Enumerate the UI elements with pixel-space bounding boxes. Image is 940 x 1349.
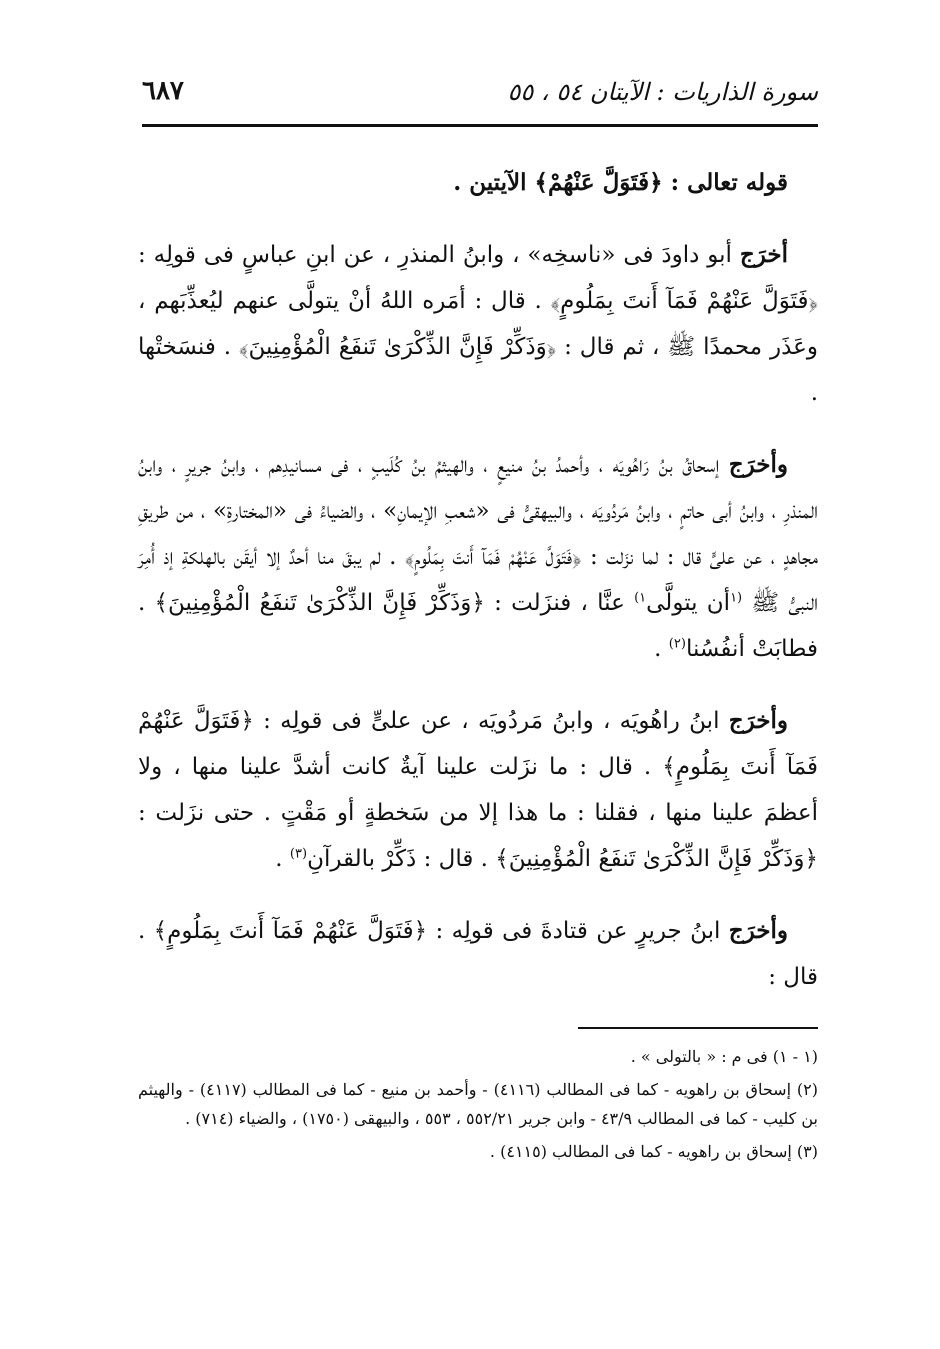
paragraph-text: ابنُ راهُويَه ، وابنُ مَردُويَه ، عن علىٍّ فى قولِه : ﴿فَتَوَلَّ عَنْهُمْ فَمَآ أَنتَ بِمَلُومٍ﴾ . قال : ما نزَلت علينا آيةٌ كانت أشدَّ علينا منها ، ولا أعظمَ علينا منها ، فقلنا : ما هذا إلا من سَخطةٍ أو مَقْتٍ . حتى نزَلت : ﴿وَذَكِّرْ فَإِنَّ الذِّكْرَىٰ تَنفَعُ الْمُؤْمِنِينَ﴾ . قال : ذَكِّرْ بالقرآنِ xyxy=(138,708,818,872)
footnote-marker: (٣) xyxy=(289,846,308,862)
footnotes xyxy=(138,1042,818,1170)
paragraph xyxy=(138,908,818,1000)
paragraph-lead: قوله تعالى : xyxy=(670,169,788,196)
footnote-marker: (١ xyxy=(730,590,743,606)
footnote-marker: (٢) xyxy=(668,636,686,652)
paragraph-text: أن يتولَّى xyxy=(646,590,731,616)
footnote: (١ - ١) فى م : « بالتولى » . xyxy=(630,1047,818,1066)
paragraph xyxy=(138,698,818,882)
main-text xyxy=(138,160,818,1026)
paragraph-lead: وأخرَج xyxy=(728,451,788,478)
paragraph xyxy=(138,232,818,416)
paragraph xyxy=(138,442,818,672)
paragraph-lead: وأخرَج xyxy=(728,707,788,734)
paragraph-text: . xyxy=(654,636,669,662)
page-number: ٦٨٧ xyxy=(142,76,184,106)
paragraph-text: ﴿فَتَوَلَّ عَنْهُمْ﴾ الآيتين . xyxy=(453,169,671,196)
paragraph-lead: أخرَج xyxy=(739,241,788,268)
footnote: (٣) إسحاق بن راهويه - كما فى المطالب (٤١١٥) . xyxy=(489,1142,818,1161)
paragraph-text: عنَّا ، فنزَلت : ﴿وَذَكِّرْ فَإِنَّ الذِّكْرَىٰ تَنفَعُ الْمُؤْمِنِينَ﴾ . فطابَتْ أنفُسُنا xyxy=(138,590,818,662)
header-divider xyxy=(142,124,818,127)
paragraph-text: إسحاقُ بنُ رَاهُويَه ، وأحمدُ بنُ منيعٍ ، والهيثمُ بنُ كُلَيبٍ ، فى مسانيدِهم ، وابنُ جريرٍ ، وابنُ المنذرِ ، وابنُ أبى حاتمٍ ، وابنُ مَردُويَه ، والبيهقىُّ فى «شعبِ الإيمانِ» ، والضياءُ فى «المختارةِ» ، من طريقِ مجاهدٍ ، عن علىٍّ قال : لما نزَلت : ﴿فَتَوَلَّ عَنْهُمْ فَمَآ أَنتَ بِمَلُومٍ﴾ . لم يبقَ منا أحدٌ إلا أيقَن بالهلكةِ إذ أُمِرَ النبىُّ ﷺ xyxy=(138,452,819,616)
running-header xyxy=(142,72,818,116)
running-title: سورة الذاريات : الآيتان ٥٤ ، ٥٥ xyxy=(507,78,818,106)
footnote: (٢) إسحاق بن راهويه - كما فى المطالب (٤١١٦) - وأحمد بن منيع - كما فى المطالب (٤١١٧) - والهيثم بن كليب - كما فى المطالب ٤٣/٩ - وابن جرير ٥٥٢/٢١ ، ٥٥٣ ، والبيهقى (١٧٥٠) ، والضياء (٧١٤) . xyxy=(138,1080,819,1128)
paragraph-text: ابنُ جريرٍ عن قتادةَ فى قولِه : ﴿فَتَوَلَّ عَنْهُمْ فَمَآ أَنتَ بِمَلُومٍ﴾ . قال : xyxy=(138,918,818,990)
paragraph-heading xyxy=(138,160,818,206)
paragraph-text: . xyxy=(275,846,290,872)
paragraph-lead: وأخرَج xyxy=(728,917,788,944)
paragraph-text: أبو داودَ فى «ناسخِه» ، وابنُ المنذرِ ، عن ابنِ عباسٍ فى قولِه : ﴿فَتَوَلَّ عَنْهُمْ فَمَآ أَنتَ بِمَلُومٍ﴾ . قال : أمَره اللهُ أنْ يتولَّى عنهم ليُعذِّبَهم ، وعَذَر محمدًا ﷺ ، ثم قال : ﴿وَذَكِّرْ فَإِنَّ الذِّكْرَىٰ تَنفَعُ الْمُؤْمِنِينَ﴾ . فنسَختْها . xyxy=(138,242,818,406)
footnote-marker: ١) xyxy=(634,590,647,606)
footnote-divider xyxy=(578,1027,818,1029)
